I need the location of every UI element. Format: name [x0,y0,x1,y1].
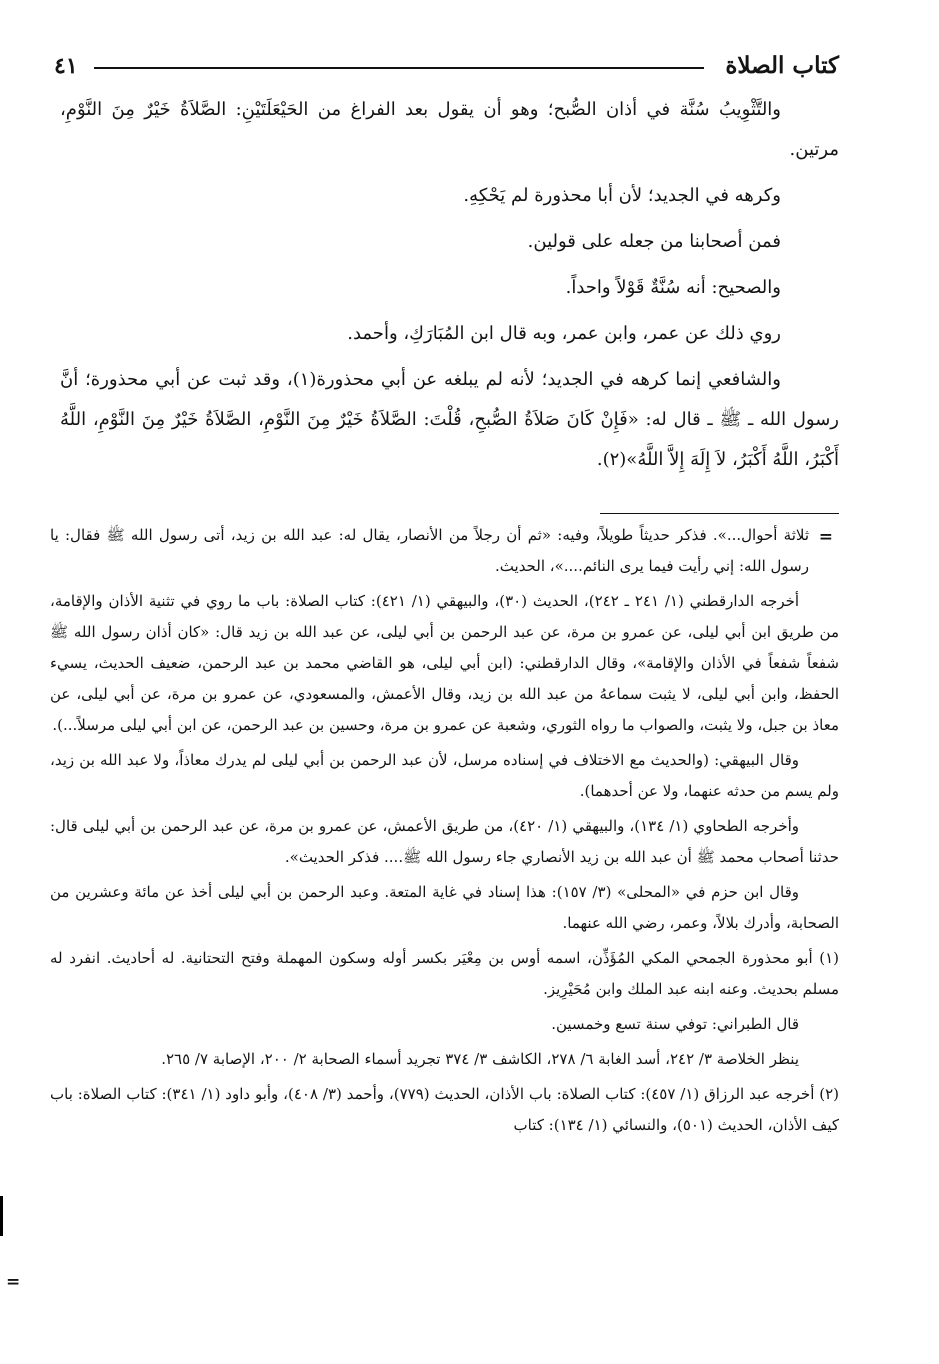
footnote-paragraph: أخرجه الدارقطني (١/ ٢٤١ ـ ٢٤٢)، الحديث (٣٠)، والبيهقي (١/ ٤٢١): كتاب الصلاة: باب ما روي في تثنية الأذان والإقامة، من طريق ابن أبي ليلى، عن عمرو بن مرة، عن عبد الرحمن بن أبي ليلى، عن عبد الله بن زيد قال: «كان أذان رسول الله ﷺ شفعاً شفعاً في الأذان والإقامة»، وقال الدارقطني: (ابن أبي ليلى، هو القاضي محمد بن عبد الرحمن، ضعيف الحديث، يسيء الحفظ، وابن أبي ليلى، لا يثبت سماعهُ من عبد الله بن زيد، وقال الأعمش، والمسعودي، عن عمرو بن مرة، عن أبي ليلى، عن معاذ بن جبل، ولا يثبت، والصواب ما رواه الثوري، وشعبة عن عمرو بن مرة، وحسين بن عبد الرحمن، عن ابن أبي ليلى مرسلاً...). [50,592,839,734]
header-rule [94,67,704,69]
page-number: ٤١ [54,53,78,79]
footnote-paragraph: ثلاثة أحوال...». فذكر حديثاً طويلاً، وفيه: «ثم أن رجلاً من الأنصار، يقال له: عبد الله بن زيد، أتى رسول الله ﷺ فقال: يا رسول الله: إني رأيت فيما يرى النائم....»، الحديث. [50,526,809,575]
main-paragraph: فمن أصحابنا من جعله على قولين. [527,231,781,252]
footnote-paragraph: وأخرجه الطحاوي (١/ ١٣٤)، والبيهقي (١/ ٤٢٠)، من طريق الأعمش، عن عمرو بن مرة، عن عبد الرحمن بن أبي ليلى قال: حدثنا أصحاب محمد ﷺ أن عبد الله بن زيد الأنصاري جاء رسول الله ﷺ.... فذكر الحديث». [50,817,839,866]
main-paragraph: والشافعي إنما كرهه في الجديد؛ لأنه لم يبلغه عن أبي محذورة(١)، وقد ثبت عن أبي محذورة؛ أنَّ رسول الله ـ ﷺ ـ قال له: «فَإِنْ كَانَ صَلاَةُ الصُّبحِ، قُلْتَ: الصَّلاَةُ خَيْرٌ مِنَ النَّوْمِ، الصَّلاَةُ خَيْرٌ مِنَ النَّوْمِ، اللَّهُ أَكْبَرُ، اللَّهُ أَكْبَرُ، لاَ إِلَهَ إِلاَّ اللَّهُ»(٢). [60,369,839,470]
footnote-paragraph: ينظر الخلاصة ٣/ ٢٤٢، أسد الغابة ٦/ ٢٧٨، الكاشف ٣/ ٣٧٤ تجريد أسماء الصحابة ٢/ ٢٠٠، الإصابة ٧/ ٢٦٥. [161,1050,799,1068]
scan-edge-mark [0,1196,3,1236]
main-paragraph: وكرهه في الجديد؛ لأن أبا محذورة لم يَحْكِهِ. [463,185,781,206]
footnotes [50,520,839,1145]
main-text [60,90,839,486]
footnote-divider [600,513,839,514]
main-paragraph: روي ذلك عن عمر، وابن عمر، وبه قال ابن المُبَارَكِ، وأحمد. [347,323,781,344]
footnote-1: (١) أبو محذورة الجمحي المكي المُؤَذِّن، اسمه أوس بن مِعْيَر بكسر أوله وسكون المهملة وفتح التحتانية. له أحاديث. انفرد له مسلم بحديث. وعنه ابنه عبد الملك وابن مُحَيْرِيز. [50,949,839,998]
continuation-mark-bottom: = [6,1272,21,1292]
main-paragraph: والصحيح: أنه سُنَّةٌ قَوْلاً واحداً. [565,277,781,298]
footnote-2: (٢) أخرجه عبد الرزاق (١/ ٤٥٧): كتاب الصلاة: باب الأذان، الحديث (٧٧٩)، وأحمد (٣/ ٤٠٨)، وأبو داود (١/ ٣٤١): كتاب الصلاة: باب كيف الأذان، الحديث (٥٠١)، والنسائي (١/ ١٣٤): كتاب [50,1085,840,1134]
running-header [54,46,839,86]
footnote-paragraph: قال الطبراني: توفي سنة تسع وخمسين. [551,1015,799,1033]
footnote-paragraph: وقال البيهقي: (والحديث مع الاختلاف في إسناده مرسل، لأن عبد الرحمن بن أبي ليلى لم يدرك معاذاً، ولا عبد الله بن زيد، ولم يسم من حدثه عنهما، ولا عن أحدهما). [50,751,839,800]
main-paragraph: والتَّثْوِيبُ سُنَّة في أذان الصُّبح؛ وهو أن يقول بعد الفراغ من الحَيْعَلَتَيْنِ: الصَّلاَةُ خَيْرٌ مِنَ النَّوْمِ، مرتين. [60,99,839,160]
chapter-title: كتاب الصلاة [725,52,839,79]
continuation-mark-top: = [818,527,833,547]
footnote-paragraph: وقال ابن حزم في «المحلى» (٣/ ١٥٧): هذا إسناد في غاية المتعة. وعبد الرحمن بن أبي ليلى أخذ عن مائة وعشرين من الصحابة، وأدرك بلالاً، وعمر، رضي الله عنهما. [50,883,839,932]
